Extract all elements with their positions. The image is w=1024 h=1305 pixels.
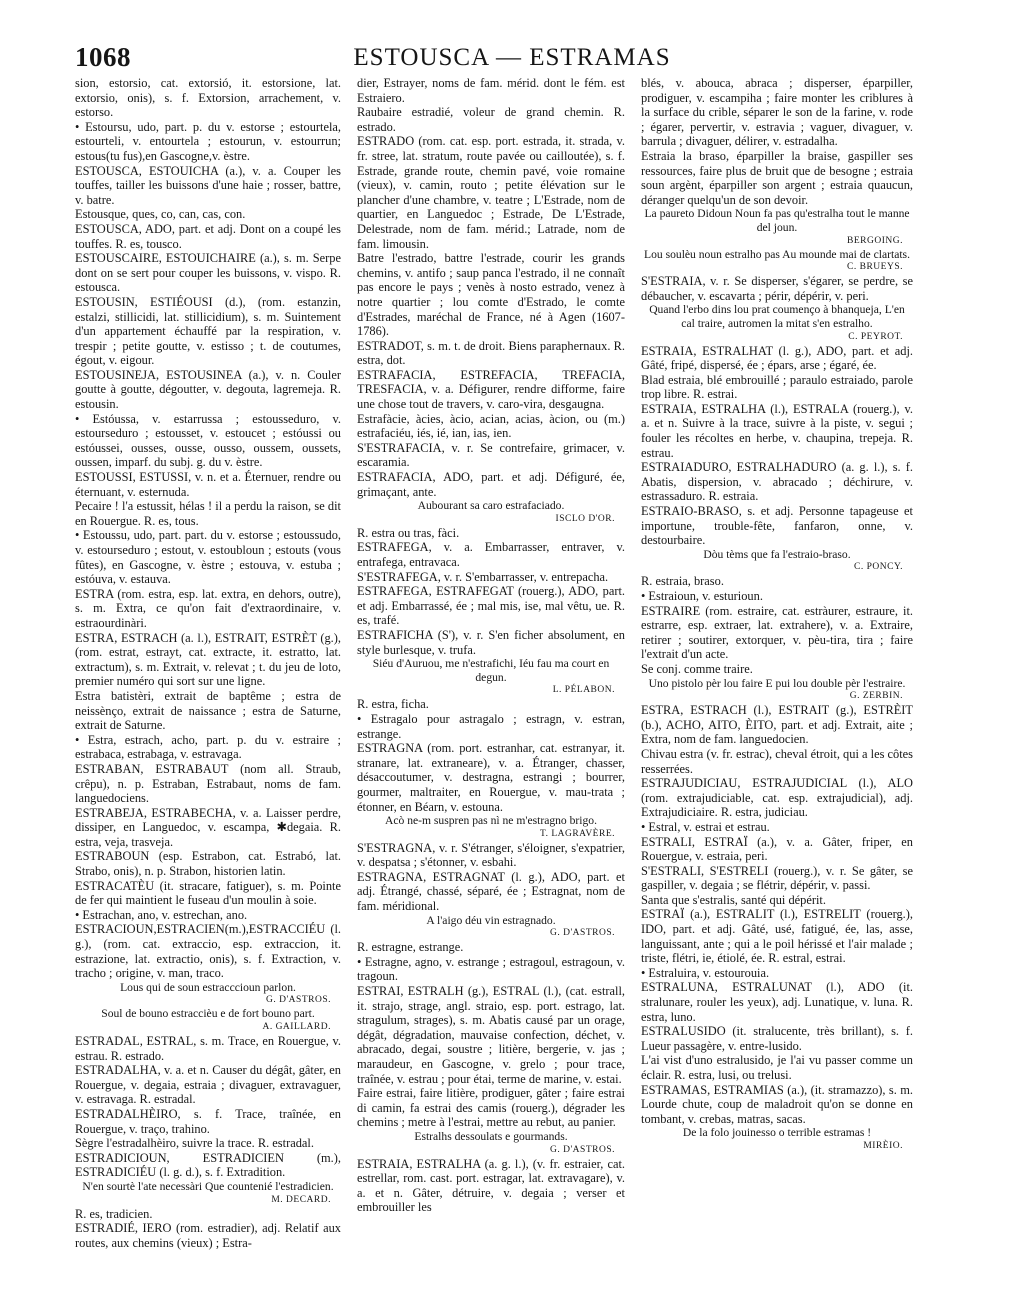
dictionary-entry: • Estragalo pour astragalo ; estragn, v. estran, estrange. (357, 711, 625, 741)
dictionary-entry: ESTRA, ESTRACH (a. l.), ESTRAIT, ESTRÈT (g.), (rom. estrat, estrayt, cat. extracte, it. estratto, lat. extractum), s. m. Extrait, v. relevat ; t. du jeu de loto, premier numéro qui sort sur une ligne. (75, 630, 341, 689)
dictionary-entry: S'ESTRAFACIA, v. r. Se contrefaire, grimacer, v. escaramia. (357, 440, 625, 470)
dictionary-entry: Sègre l'estradalhèiro, suivre la trace. R. estradal. (75, 1136, 314, 1151)
quotation-source: G. D'ASTROS. (266, 995, 331, 1006)
dictionary-entry: blés, v. abouca, abraca ; disperser, éparpiller, prodiguer, v. escampiha ; faire monter les criblures à la surface du crible, séparer le son de la farine, v. rode ; égarer, pervertir, v. estravia ; vaguer, divaguer, v. barrula ; divaguer, délirer, v. estradalha. (641, 76, 913, 149)
dictionary-entry: S'ESTRAIA, v. r. Se disperser, s'égarer, se perdre, se débaucher, v. escavarta ; périr, dépérir, v. peri. (641, 274, 913, 303)
dictionary-entry: Santa que s'estralis, santé qui dépérit. (641, 892, 826, 907)
dictionary-entry: ESTRALI, ESTRAÏ (a.), v. a. Gâter, friper, en Rouergue, v. estraia, peri. (641, 834, 913, 864)
quotation: Acò ne-m suspren pas nì ne m'estragno brigo. (384, 814, 598, 828)
quotation: Uno pistolo pèr lou faire E pui lou double pèr l'estraire. (648, 676, 906, 690)
dictionary-entry: ESTRACATÈU (it. stracare, fatiguer), s. m. Pointe de fer qui maintient le fuseau d'un moulin à soie. (75, 878, 341, 908)
dictionary-entry: ESTRAIA, ESTRALHA (a. g. l.), (v. fr. estraier, cat. estrellar, rom. cast. port. estragar, lat. extravagare), v. a. et n. Gâter, détruire, v. degaia ; verser et embrouiller les (357, 1156, 625, 1215)
dictionary-entry: Blad estraia, blé embrouillé ; paraulo estraiado, parole trop libre. R. estrai. (641, 372, 913, 402)
dictionary-entry: ESTRAIA, ESTRALHAT (l. g.), ADO, part. et adj. Gâté, fripé, dispersé, ée ; épars, arse ; égaré, ée. (641, 343, 913, 373)
quotation: Quand l'erbo dins lou prat coumenço à bhanqueja, L'en cal traire, autromen la mitat s'en estralho. (649, 303, 905, 330)
dictionary-entry: S'ESTRAGNA, v. r. S'étranger, s'éloigner, s'expatrier, v. despatsa ; s'étonner, v. esbahi. (357, 840, 625, 870)
dictionary-entry: Se conj. comme traire. (641, 661, 753, 676)
dictionary-entry: ESTRAIA, ESTRALHA (l.), ESTRALA (rouerg.), v. a. et n. Suivre à la trace, suivre à la piste, v. segui ; fouler les récoltes en herbe, v. chaupina, trepeja. R. estrau. (641, 401, 913, 460)
dictionary-entry: R. estra, ficha. (357, 697, 429, 712)
dictionary-entry: ESTRA (rom. estra, esp. lat. extra, en dehors, outre), s. m. Extra, ce qu'on fait d'extraordinaire, v. estraourdinàri. (75, 586, 341, 630)
quotation-source: G. D'ASTROS. (550, 1144, 615, 1155)
quotation-source: C. PONCY. (854, 562, 903, 573)
quotation-source: L. PÉLABON. (552, 685, 615, 696)
quotation: Soul de bouno estraccièu e de fort bouno part. (101, 1007, 315, 1021)
dictionary-entry: Faire estrai, faire litière, prodiguer, gâter ; faire estrai di camin, fa estrai des camis (rouerg.), dégrader les chemins ; metre à l'estrai, mettre au rebut, au panier. (357, 1086, 625, 1130)
dictionary-entry: Raubaire estradié, voleur de grand chemin. R. estrado. (357, 105, 625, 134)
dictionary-entry: Estrafàcie, àcies, àcio, acian, acias, àcion, ou (m.) estrafaciéu, iés, ié, ian, ias, ien. (357, 411, 625, 441)
dictionary-entry: ESTRAFACIA, ADO, part. et adj. Défiguré, ée, grimaçant, ante. (357, 470, 625, 499)
quotation: Lous qui de soun estracccioun parlon. (120, 980, 296, 994)
quotation-source: MIRÈIO. (863, 1140, 903, 1151)
quotation: Siéu d'Auruou, me n'estrafichi, Iéu fau ma court en degun. (372, 657, 610, 684)
quotation: De la folo jouinesso o terrible estramas ! (682, 1126, 872, 1140)
dictionary-entry: ESTRALUNA, ESTRALUNAT (l.), ADO (it. stralunare, rouler les yeux), adj. Lunatique, v. luna. R. estra, luno. (641, 980, 913, 1024)
dictionary-entry: Estousque, ques, co, can, cas, con. (75, 207, 246, 222)
dictionary-entry: Estraia la braso, éparpiller la braise, gaspiller ses ressources, faire plus de bruit que de besogne ; estraia soun argènt, éparpiller son argent ; estraia quaucun, déranger quelqu'un de son devoir. (641, 148, 913, 207)
dictionary-entry: ESTRADICIOUN, ESTRADICIEN (m.), ESTRADICIÉU (l. g. d.), s. f. Extradition. (75, 1150, 341, 1180)
dictionary-entry: R. es, tradicien. (75, 1206, 153, 1221)
dictionary-entry: ESTRABAN, ESTRABAUT (nom all. Straub, crêpu), n. p. Estraban, Estrabaut, noms de fam. languedociens. (75, 761, 341, 806)
dictionary-entry: S'ESTRALI, S'ESTRELI (rouerg.), v. r. Se gâter, se gaspiller, v. degaia ; se flétrir, dépérir, v. passi. (641, 863, 913, 893)
quotation: Aubourant sa caro estrafaciado. (417, 499, 565, 513)
dictionary-entry: ESTRAGNA, ESTRAGNAT (l. g.), ADO, part. et adj. Étrangé, chassé, séparé, ée ; Estragnat, nom de fam. méridional. (357, 869, 625, 914)
quotation-source: C. PEYROT. (848, 331, 903, 342)
dictionary-entry: Pecaire ! l'a estussit, hélas ! il a perdu la raison, se dit en Rouergue. R. es, tous. (75, 499, 341, 528)
dictionary-entry: ESTRAFEGA, v. a. Embarrasser, entraver, v. entrafega, entravaca. (357, 540, 625, 569)
quotation: Estralhs dessoulats e gourmands. (414, 1129, 568, 1143)
quotation-source: A. GAILLARD. (262, 1022, 331, 1032)
dictionary-entry: • Estra, estrach, acho, part. p. du v. estraire ; estrabaca, estrabaga, v. estravaga. (75, 732, 341, 762)
dictionary-entry: ESTOUSCA, ESTOUICHA (a.), v. a. Couper les touffes, tailler les buissons d'une haie ; rosser, battre, v. batre. (75, 163, 341, 207)
dictionary-entry: ESTRABOUN (esp. Estrabon, cat. Estrabó, lat. Strabo, onis), n. p. Strabon, historien latin. (75, 849, 341, 879)
dictionary-entry: ESTOUSCA, ADO, part. et adj. Dont on a coupé les touffes. R. es, tousco. (75, 221, 341, 251)
page-number: 1068 (75, 42, 131, 72)
dictionary-entry: R. estra ou tras, fàci. (357, 525, 460, 540)
dictionary-entry: ESTRAMAS, ESTRAMIAS (a.), (it. stramazzo), s. m. Lourde chute, coup de maladroit qu'on se donne en tombant, v. crebas, matras, sacas. (641, 1082, 913, 1126)
dictionary-entry: ESTOUSIN, ESTIÉOUSI (d.), (rom. estanzin, estalzi, stillicidi, lat. stillicidium), s. m. Suintement d'un appartement échauffé par la respiration, v. trespir ; petite goutte, v. estisso ; t. de coutumes, égout, v. eigour. (75, 294, 341, 368)
dictionary-entry: ESTRACIOUN,ESTRACIEN(m.),ESTRACCIÉU (l. g.), (rom. cat. extraccio, esp. extraccion, it. estrazione, lat. extractio, onis), s. f. Extraction, v. tracho ; origine, v. man, traco. (75, 922, 341, 981)
dictionary-entry: R. estragne, estrange. (357, 940, 464, 955)
quotation: La paureto Didoun Noun fa pas qu'estralha tout le manne del joun. (644, 207, 910, 234)
dictionary-entry: • Estóussa, v. estarrussa ; estousseduro, v. estourseduro ; estousset, v. estoucet ; estóussi ou estóussei, ousses, ousse, ousso, oussem, oussets, oussen, imparf. du subj. g. du v. èstre. (75, 411, 341, 470)
dictionary-entry: L'ai vist d'uno estralusido, je l'ai vu passer comme un éclair. R. estra, lusi, ou trelusi. (641, 1053, 913, 1082)
dictionary-entry: Chivau estra (v. fr. estrac), cheval étroit, qui a les côtes resserrées. (641, 746, 913, 776)
dictionary-entry: Estra batistèri, extrait de baptême ; estra de neissènço, extrait de naissance ; estra de Saturne, extrait de Saturne. (75, 688, 341, 733)
dictionary-entry: ESTOUSSI, ESTUSSI, v. n. et a. Éternuer, rendre ou éternuant, v. esternuda. (75, 470, 341, 499)
dictionary-entry: ESTRADALHA, v. a. et n. Causer du dégât, gâter, en Rouergue, v. degaia, estraia ; divaguer, extravaguer, v. estravaga. R. estradal. (75, 1063, 341, 1107)
dictionary-entry: ESTRAJUDICIAU, ESTRAJUDICIAL (l.), ALO (rom. extrajudiciable, cat. esp. extrajudicial), adj. Extrajudiciaire. R. estra, judiciau. (641, 776, 913, 820)
dictionary-entry: ESTRALUSIDO (it. stralucente, très brillant), s. f. Lueur passagère, v. entre-lusido. (641, 1024, 913, 1053)
dictionary-entry: ESTRAI, ESTRALH (g.), ESTRAL (l.), (cat. estrall, it. strajo, strage, angl. straio, esp. port. estrago, lat. stragulum, strages), s. m. Abatis causé par un orage, dégât, dégradation, mauvaise confection, déchet, v. abracado, degai, soustre ; litière, bergerie, v. jas ; maraudeur, en Gascogne, v. grelo ; pour trace, traînée, v. estrau ; pour étai, terme de marine, v. estai. (357, 984, 625, 1086)
dictionary-entry: • Estoursu, udo, part. p. du v. estorse ; estourtela, estourteli, v. entourtela ; estourun, v. estourrun; estous(tu fus),en Gascogne,v. èstre. (75, 119, 341, 163)
dictionary-entry: • Estral, v. estrai et estrau. (641, 819, 770, 834)
running-head: ESTOUSCA — ESTRAMAS (353, 44, 671, 71)
column-right (641, 76, 913, 1153)
quotation: A l'aigo déu vin estragnado. (426, 913, 556, 927)
column-left (75, 76, 341, 1250)
quotation: N'en sourtè l'ate necessàri Que countenié l'estradicien. (82, 1179, 334, 1193)
dictionary-entry: ESTRAIADURO, ESTRALHADURO (a. g. l.), s. f. Abatis, dispersion, v. abracado ; déchirure, v. estrassaduro. R. estraia. (641, 460, 913, 504)
dictionary-entry: ESTRADIÉ, IERO (rom. estradier), adj. Relatif aux routes, aux chemins (vieux) ; Estra- (75, 1221, 341, 1250)
dictionary-entry: sion, estorsio, cat. extorsió, it. estorsione, lat. extorsio, onis), s. f. Extorsion, arrachement, v. estorso. (75, 76, 341, 120)
column-middle (357, 76, 625, 1215)
dictionary-entry: ESTRAIO-BRASO, s. et adj. Personne tapageuse et importune, trouble-fête, fanfaron, onne, v. destourbaire. (641, 504, 913, 548)
dictionary-entry: R. estraia, braso. (641, 574, 724, 589)
dictionary-entry: • Estraioun, v. esturioun. (641, 589, 763, 603)
dictionary-entry: ESTRADALHÈIRO, s. f. Trace, traînée, en Rouergue, v. traço, trahino. (75, 1106, 341, 1136)
dictionary-entry: • Estragne, agno, v. estrange ; estragoul, estragoun, v. tragoun. (357, 954, 625, 984)
dictionary-entry: • Estraluira, v. estourouia. (641, 965, 770, 980)
quotation: Dòu tèms que fa l'estraio-braso. (703, 547, 851, 561)
dictionary-entry: ESTRADAL, ESTRAL, s. m. Trace, en Rouergue, v. estrau. R. estrado. (75, 1034, 341, 1063)
dictionary-entry: ESTOUSCAIRE, ESTOUICHAIRE (a.), s. m. Serpe dont on se sert pour couper les buissons, v. vispo. R. estousca. (75, 251, 341, 295)
quotation: Lou soulèu noun estralho pas Au mounde mai de clartats. (644, 247, 910, 261)
dictionary-entry: ESTRAIRE (rom. estraire, cat. estràurer, estraure, it. estrarre, esp. extraer, lat. extrahere), v. a. Extraire, retirer ; soutirer, extorquer, v. pèu-tira, tira ; faire l'extrait d'un acte. (641, 603, 913, 662)
dictionary-entry: ESTRABEJA, ESTRABECHA, v. a. Laisser perdre, dissiper, en Languedoc, v. escampa, ✱degaia. R. estra, veja, trasveja. (75, 805, 341, 849)
quotation-source: G. D'ASTROS. (550, 928, 615, 939)
dictionary-entry: ESTRA, ESTRACH (l.), ESTRAIT (g.), ESTRÈIT (b.), ACHO, AITO, ÈITO, part. et adj. Extrait, aite ; Extra, nom de fam. languedocien. (641, 703, 913, 747)
dictionary-entry: • Estoussu, udo, part. part. du v. estorse ; estoussudo, v. estourseduro ; estout, v. estoubloun ; estouts (vous fûtes), en Gascogne, v. èstre ; estouva, v. estuba ; estóuva, v. estauva. (75, 528, 341, 587)
dictionary-entry: Batre l'estrado, battre l'estrade, courir les grands chemins, v. antifo ; saup panca l'estrado, il ne connaît pas encore le pays ; venès à nosto estrado, venez à notre quartier ; lou comte d'Estrado, le comte d'Estrades, maréchal de France, né à Agen (1607-1786). (357, 251, 625, 339)
quotation-source: G. ZERBIN. (849, 691, 903, 702)
dictionary-entry: ESTRAFICHA (S'), v. r. S'en ficher absolument, en style burlesque, v. trufa. (357, 627, 625, 657)
page-header (0, 42, 1024, 76)
quotation-source: C. BRUEYS. (847, 262, 903, 273)
dictionary-entry: ESTRAFEGA, ESTRAFEGAT (rouerg.), ADO, part. et adj. Embarrassé, ée ; mal mis, ise, mal vêtu, ue. R. es, trafé. (357, 584, 625, 628)
dictionary-entry: ESTRAÏ (a.), ESTRALIT (l.), ESTRELIT (rouerg.), IDO, part. et adj. Gâté, usé, fatigué, ée, las, asse, languissant, ante ; qui a le poil hérissé et l'air malade ; triste, flétri, ie, étiolé, ée. R. estral, estrai. (641, 907, 913, 966)
dictionary-entry: ESTOUSINEJA, ESTOUSINEA (a.), v. n. Couler goutte à goutte, dégoutter, v. degouta, lagremeja. R. estousin. (75, 367, 341, 412)
quotation-source: BERGOING. (847, 235, 903, 246)
quotation-source: T. LAGRAVÈRE. (539, 828, 615, 839)
dictionary-entry: ESTRADOT, s. m. t. de droit. Biens paraphernaux. R. estra, dot. (357, 338, 625, 368)
dictionary-entry: ESTRAFACIA, ESTREFACIA, TREFACIA, TRESFACIA, v. a. Défigurer, rendre difforme, faire une chose tout de travers, v. caro-vira, desgaugna. (357, 367, 625, 412)
quotation-source: ISCLO D'OR. (555, 513, 615, 524)
dictionary-entry: ESTRAGNA (rom. port. estranhar, cat. estranyar, it. stranare, lat. extraneare), v. a. Étranger, chasser, désaccoutumer, v. destragna, estrangi ; bourrer, gourmer, maltraiter, en Rouergue, v. mau-trata ; étonner, en Béarn, v. estouna. (357, 741, 625, 814)
quotation-source: M. DECARD. (271, 1194, 331, 1205)
dictionary-entry: • Estrachan, ano, v. estrechan, ano. (75, 907, 248, 922)
dictionary-entry: S'ESTRAFEGA, v. r. S'embarrasser, v. entrepacha. (357, 569, 609, 584)
dictionary-entry: dier, Estrayer, noms de fam. mérid. dont le fém. est Estraiero. (357, 76, 625, 105)
dictionary-entry: ESTRADO (rom. cat. esp. port. estrada, it. strada, v. fr. stree, lat. stratum, route pavée ou cailloutée), s. f. Estrade, grande route, chemin pavé, voie romaine (vieux), v. camin, routo ; petite élévation sur le plancher d'une chambre, v. teatre ; L'Estrade, nom de quartier, en Languedoc ; Estrade, De L'Estrade, Delestrade, nom de fam. mérid.; Latrade, nom de fam. limousin. (357, 134, 625, 251)
